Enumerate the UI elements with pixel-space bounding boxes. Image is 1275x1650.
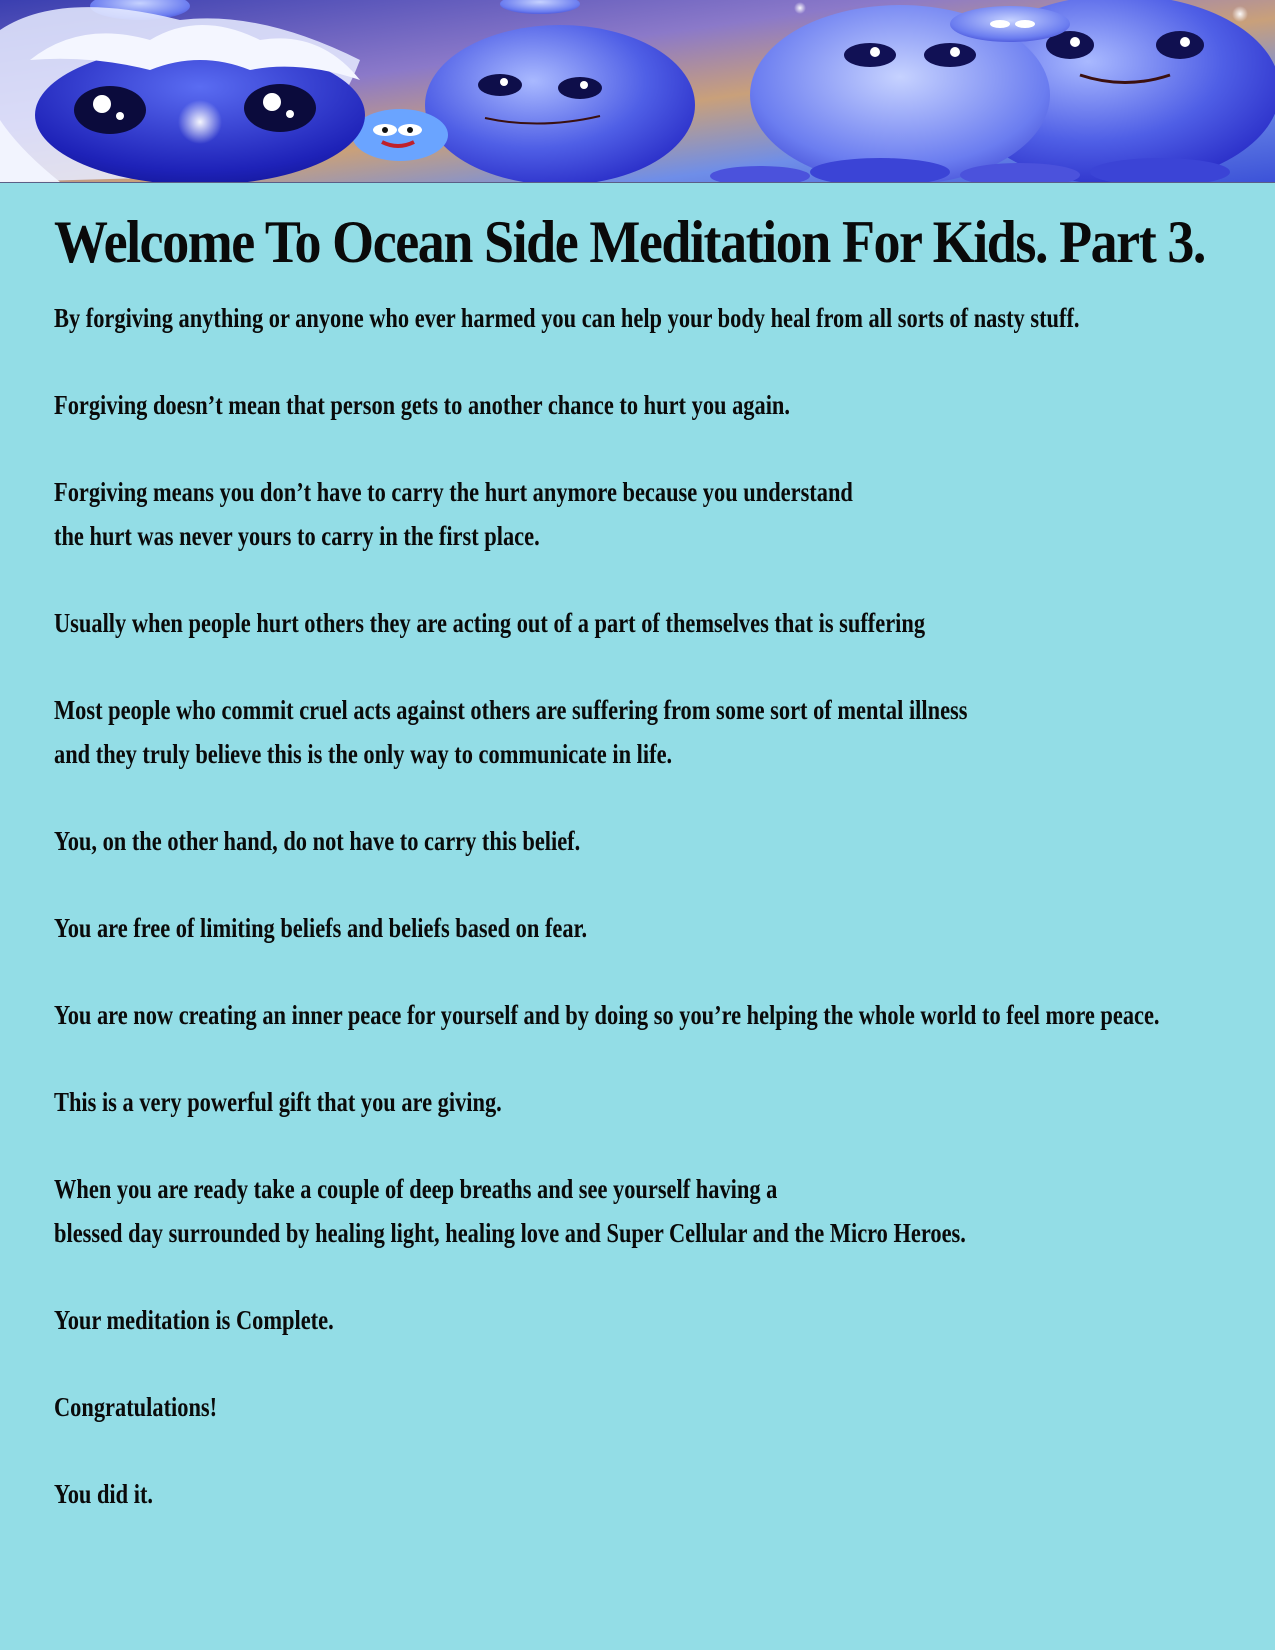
paragraph [54,688,1062,776]
paragraph-list [54,296,1269,1516]
paragraph-line: blessed day surrounded by healing light, healing love and Super Cellular and the Micro Heroes. [54,1218,966,1248]
paragraph [54,1472,1062,1516]
paragraph-line: When you are ready take a couple of deep breaths and see yourself having a [54,1174,778,1204]
paragraph-line: Usually when people hurt others they are acting out of a part of themselves that is suffering [54,608,926,638]
paragraph-line: Your meditation is Complete. [54,1305,334,1335]
paragraph-line: You are free of limiting beliefs and beliefs based on fear. [54,913,588,943]
paragraph-line: Most people who commit cruel acts against others are suffering from some sort of mental illness [54,695,968,725]
paragraph-line: This is a very powerful gift that you are giving. [54,1087,502,1117]
header-banner [0,0,1275,183]
paragraph-line: Forgiving means you don’t have to carry the hurt anymore because you understand [54,477,853,507]
paragraph [54,601,1062,645]
paragraph-line: You did it. [54,1479,154,1509]
paragraph [54,906,1062,950]
paragraph-line: You are now creating an inner peace for yourself and by doing so you’re helping the whole world to feel more peace. [54,1000,1160,1030]
paragraph-line: the hurt was never yours to carry in the first place. [54,521,540,551]
paragraph [54,993,1160,1037]
paragraph [54,1080,1062,1124]
page-title: Welcome To Ocean Side Meditation For Kids. Part 3. [54,209,1205,275]
paragraph-line: and they truly believe this is the only way to communicate in life. [54,739,673,769]
paragraph [54,383,1062,427]
paragraph-line: By forgiving anything or anyone who ever harmed you can help your body heal from all sorts of nasty stuff. [54,303,1080,333]
paragraph [54,819,1062,863]
banner-illustration [0,0,1275,182]
paragraph [54,1298,1062,1342]
paragraph-line: You, on the other hand, do not have to carry this belief. [54,826,581,856]
paragraph [54,296,1080,340]
paragraph [54,1385,1062,1429]
paragraph [54,1167,1062,1255]
bubble-character-mid [425,25,695,182]
paragraph [54,470,1062,558]
paragraph-line: Congratulations! [54,1392,218,1422]
paragraph-line: Forgiving doesn’t mean that person gets to another chance to hurt you again. [54,390,791,420]
bubble-character-smiling [352,109,448,161]
meditation-content [54,200,1269,1559]
